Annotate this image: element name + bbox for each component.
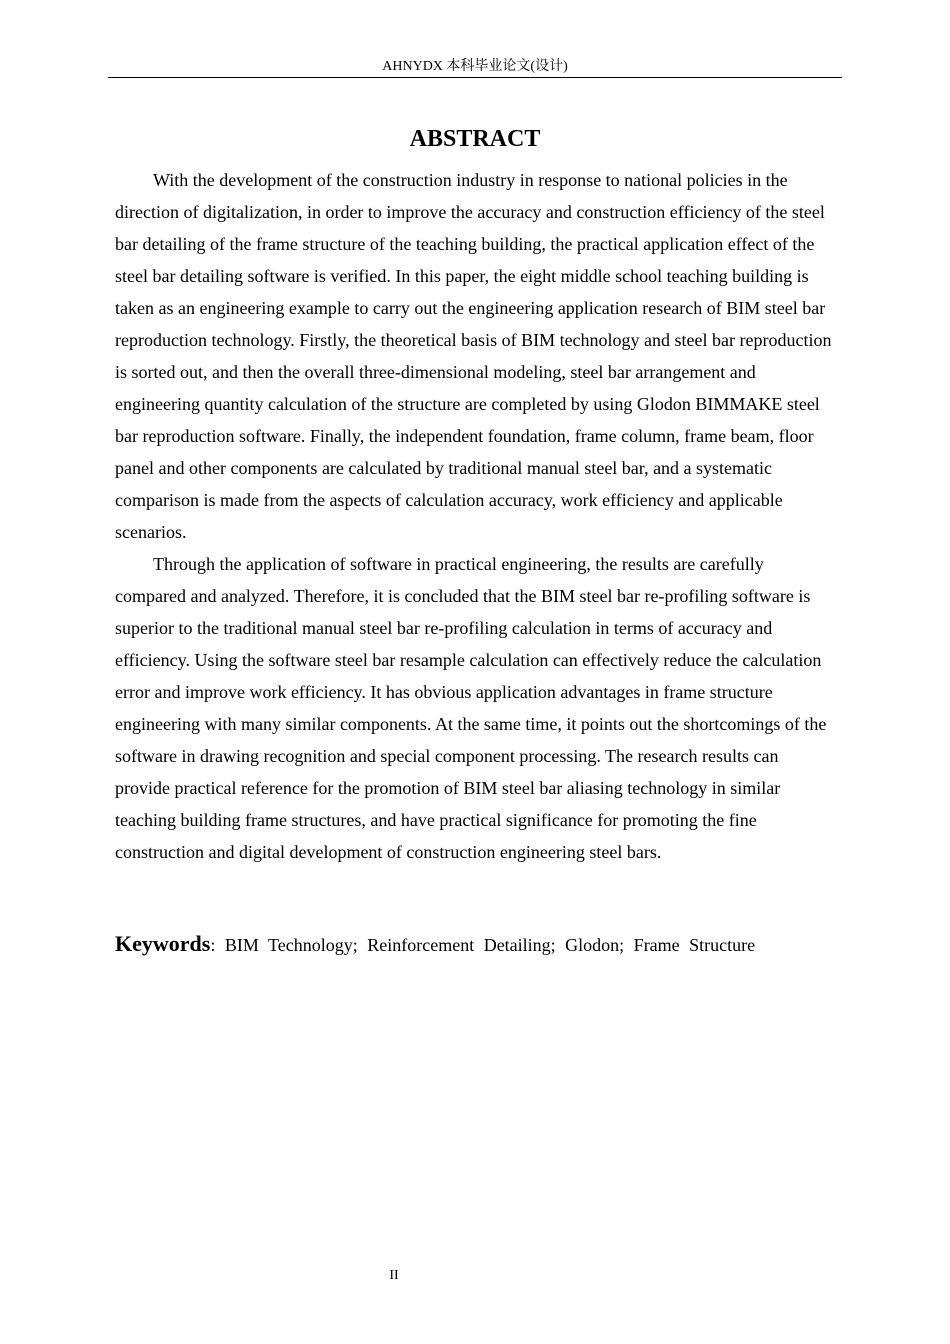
keywords-text: BIM Technology; Reinforcement Detailing; Glodon; Frame Structure — [224, 935, 756, 955]
running-header — [108, 58, 842, 78]
running-header-text: AHNYDX 本科毕业论文(设计) — [382, 59, 568, 74]
abstract-body — [115, 164, 837, 868]
abstract-title: ABSTRACT — [409, 126, 541, 152]
abstract-paragraph-1: With the development of the construction industry in response to national policies in the direction of digitalization, in order to improve the accuracy and construction efficiency of the steel bar detailing of the frame structure of the teaching building, the practical application effect of the steel bar detailing software is verified. In this paper, the eight middle school teaching building is taken as an engineering example to carry out the engineering application research of BIM steel bar reproduction technology. Firstly, the theoretical basis of BIM technology and steel bar reproduction is sorted out, and then the overall three-dimensional modeling, steel bar arrangement and engineering quantity calculation of the structure are completed by using Glodon BIMMAKE steel bar reproduction software. Finally, the independent foundation, frame column, frame beam, floor panel and other components are calculated by traditional manual steel bar, and a systematic comparison is made from the aspects of calculation accuracy, work efficiency and applicable scenarios. — [115, 170, 832, 542]
keywords-separator: : — [210, 935, 216, 955]
abstract-paragraph-2: Through the application of software in practical engineering, the results are carefully compared and analyzed. Therefore, it is concluded that the BIM steel bar re-profiling software is superior to the traditional manual steel bar re-profiling calculation in terms of accuracy and efficiency. Using the software steel bar resample calculation can effectively reduce the calculation error and improve work efficiency. It has obvious application advantages in frame structure engineering with many similar components. At the same time, it points out the shortcomings of the software in drawing recognition and special component processing. The research results can provide practical reference for the promotion of BIM steel bar aliasing technology in similar teaching building frame structures, and have practical significance for promoting the fine construction and digital development of construction engineering steel bars. — [115, 554, 827, 862]
page-number: II — [389, 1268, 399, 1283]
keywords-line — [115, 928, 837, 961]
keywords-label: Keywords — [115, 931, 211, 956]
